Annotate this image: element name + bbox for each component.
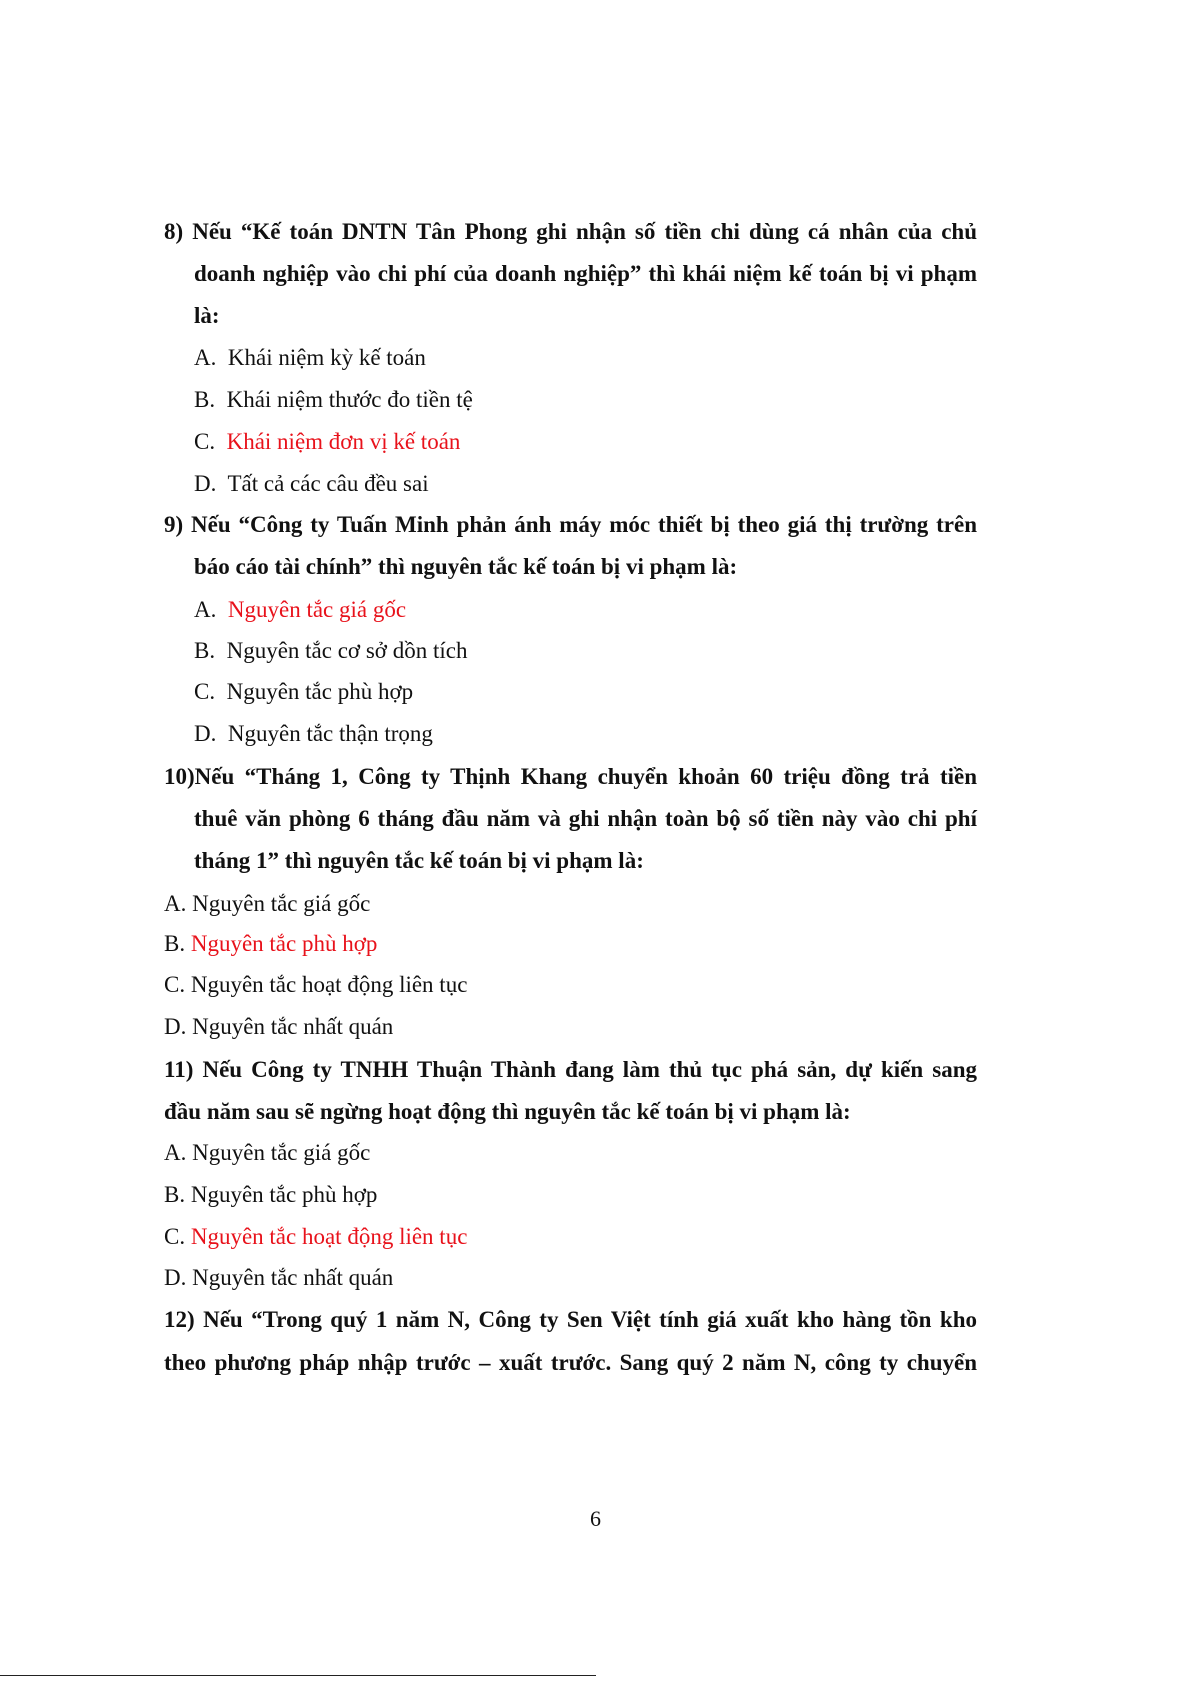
question-10-line-2: thuê văn phòng 6 tháng đầu năm và ghi nhận toàn bộ số tiền này vào chi phí (194, 806, 977, 831)
question-12-line-1: 12) Nếu “Trong quý 1 năm N, Công ty Sen Việt tính giá xuất kho hàng tồn kho (164, 1307, 977, 1332)
question-11-line-2: đầu năm sau sẽ ngừng hoạt động thì nguyên tắc kế toán bị vi phạm là: (164, 1099, 851, 1124)
q10-option-c: C. Nguyên tắc hoạt động liên tục (164, 972, 468, 997)
question-9-line-1: 9) Nếu “Công ty Tuấn Minh phản ánh máy móc thiết bị theo giá thị trường trên (164, 512, 977, 537)
q10-option-a: A. Nguyên tắc giá gốc (164, 891, 371, 916)
footer-divider (0, 1675, 596, 1676)
q11-correct-answer: Nguyên tắc hoạt động liên tục (190, 1224, 468, 1249)
q9-option-b: B. Nguyên tắc cơ sở dồn tích (194, 638, 468, 663)
q8-option-b: B. Khái niệm thước đo tiền tệ (194, 387, 473, 412)
q10-correct-answer: Nguyên tắc phù hợp (190, 931, 378, 956)
question-8-line-3: là: (194, 303, 220, 328)
q9-option-c: C. Nguyên tắc phù hợp (194, 679, 414, 704)
question-12-line-2: theo phương pháp nhập trước – xuất trước. Sang quý 2 năm N, công ty chuyển (164, 1350, 977, 1375)
question-9-line-2: báo cáo tài chính” thì nguyên tắc kế toán bị vi phạm là: (194, 554, 738, 579)
question-8-line-2: doanh nghiệp vào chi phí của doanh nghiệp” thì khái niệm kế toán bị vi phạm (194, 261, 977, 286)
q8-option-d: D. Tất cả các câu đều sai (194, 471, 429, 496)
q11-option-c: C. Nguyên tắc hoạt động liên tục (164, 1224, 468, 1249)
q9-option-d: D. Nguyên tắc thận trọng (194, 721, 433, 746)
q8-correct-answer: Khái niệm đơn vị kế toán (226, 429, 461, 454)
question-10-line-3: tháng 1” thì nguyên tắc kế toán bị vi phạm là: (194, 848, 644, 873)
q9-correct-answer: Nguyên tắc giá gốc (227, 597, 407, 622)
q10-option-d: D. Nguyên tắc nhất quán (164, 1014, 394, 1039)
question-11-line-1: 11) Nếu Công ty TNHH Thuận Thành đang làm thủ tục phá sản, dự kiến sang (164, 1057, 977, 1082)
q8-option-c: C. Khái niệm đơn vị kế toán (194, 429, 461, 454)
q8-option-a: A. Khái niệm kỳ kế toán (194, 345, 426, 370)
question-8-line-1: 8) Nếu “Kế toán DNTN Tân Phong ghi nhận số tiền chi dùng cá nhân của chủ (164, 219, 977, 244)
q11-option-a: A. Nguyên tắc giá gốc (164, 1140, 371, 1165)
q10-option-b: B. Nguyên tắc phù hợp (164, 931, 378, 956)
q11-option-d: D. Nguyên tắc nhất quán (164, 1265, 394, 1290)
q9-option-a: A. Nguyên tắc giá gốc (194, 597, 407, 622)
page-number: 6 (590, 1506, 601, 1531)
question-10-line-1: 10)Nếu “Tháng 1, Công ty Thịnh Khang chuyển khoản 60 triệu đồng trả tiền (164, 764, 977, 789)
q11-option-b: B. Nguyên tắc phù hợp (164, 1182, 378, 1207)
